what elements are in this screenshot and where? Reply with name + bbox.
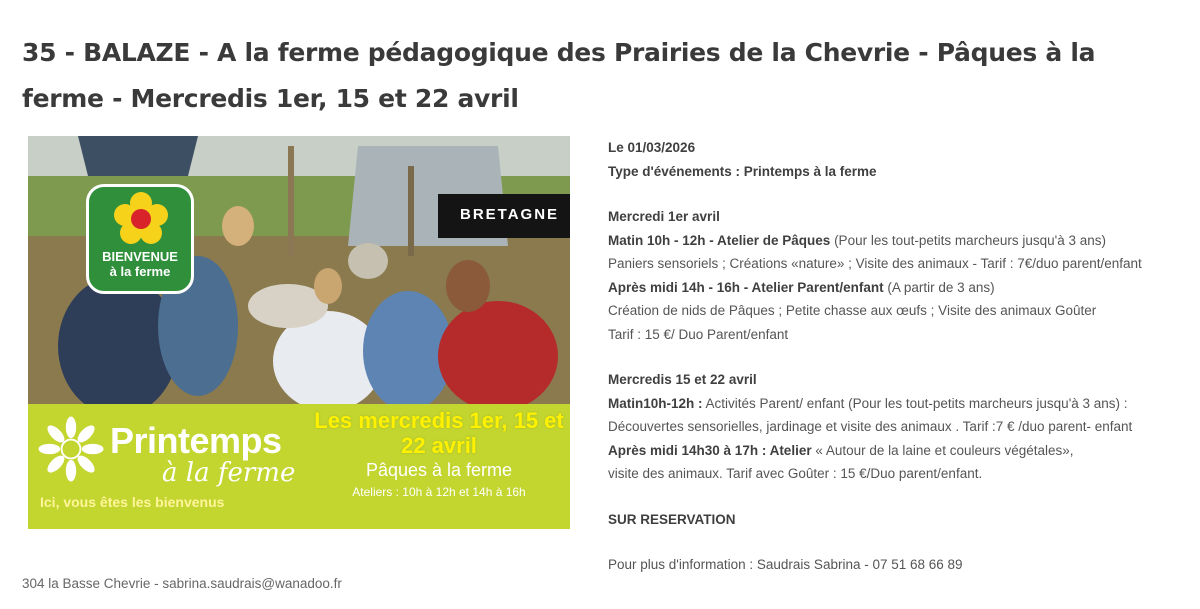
bretagne-badge: BRETAGNE (438, 194, 570, 238)
section1-afternoon-desc: Création de nids de Pâques ; Petite chasse aux œufs ; Visite des animaux Goûter (608, 303, 1097, 318)
banner-event: Pâques à la ferme (365, 460, 513, 480)
bienvenue-logo (86, 184, 194, 294)
event-poster (28, 136, 570, 529)
event-type: Type d'événements : Printemps à la ferme (608, 163, 877, 179)
address-email: 304 la Basse Chevrie - sabrina.saudrais@wanadoo.fr (22, 576, 342, 591)
poster-banner (28, 404, 570, 529)
banner-subtitle: à la ferme (162, 458, 296, 488)
page-title: 35 - BALAZE - A la ferme pédagogique des Prairies de la Chevrie - Pâques à la ferme - Mercredis 1er, 15 et 22 avril (22, 38, 1096, 113)
flower-icon (111, 189, 171, 249)
event-date: Le 01/03/2026 (608, 140, 696, 155)
banner-title: Printemps (110, 420, 282, 461)
banner-welcome: Ici, vous êtes les bienvenus (40, 494, 225, 510)
banner-dates: Les mercredis 1er, 15 et 22 avril (314, 408, 564, 458)
contact-info: Pour plus d'information : Saudrais Sabrina - 07 51 68 66 89 (608, 557, 963, 572)
section2-heading: Mercredis 15 et 22 avril (608, 372, 757, 387)
section1-morning-desc: Paniers sensoriels ; Créations «nature» ; Visite des animaux - Tarif : 7€/duo parent/enfant (608, 256, 1142, 271)
reservation-note: SUR RESERVATION (608, 511, 736, 527)
section1-afternoon: Après midi 14h - 16h - Atelier Parent/enfant (A partir de 3 ans) (608, 279, 995, 295)
section1-heading: Mercredi 1er avril (608, 209, 720, 224)
logo-line2: à la ferme (109, 264, 171, 279)
section1-morning: Matin 10h - 12h - Atelier de Pâques (Pour les tout-petits marcheurs jusqu'à 3 ans) (608, 232, 1107, 248)
section2-morning-desc: Découvertes sensorielles, jardinage et visite des animaux . Tarif :7 € /duo parent- enfant (608, 419, 1133, 434)
section1-afternoon-price: Tarif : 15 €/ Duo Parent/enfant (608, 326, 789, 342)
event-details (608, 136, 1178, 577)
section2-afternoon: Après midi 14h30 à 17h : Atelier « Autour de la laine et couleurs végétales», (608, 442, 1074, 458)
logo-line1: BIENVENUE (102, 249, 178, 264)
section2-afternoon-desc: visite des animaux. Tarif avec Goûter : 15 €/Duo parent/enfant. (608, 466, 983, 481)
daisy-icon (38, 416, 104, 482)
section2-morning: Matin10h-12h : Activités Parent/ enfant (Pour les tout-petits marcheurs jusqu'à 3 ans) : (608, 395, 1128, 411)
banner-hours: Ateliers : 10h à 12h et 14h à 16h (352, 485, 526, 499)
